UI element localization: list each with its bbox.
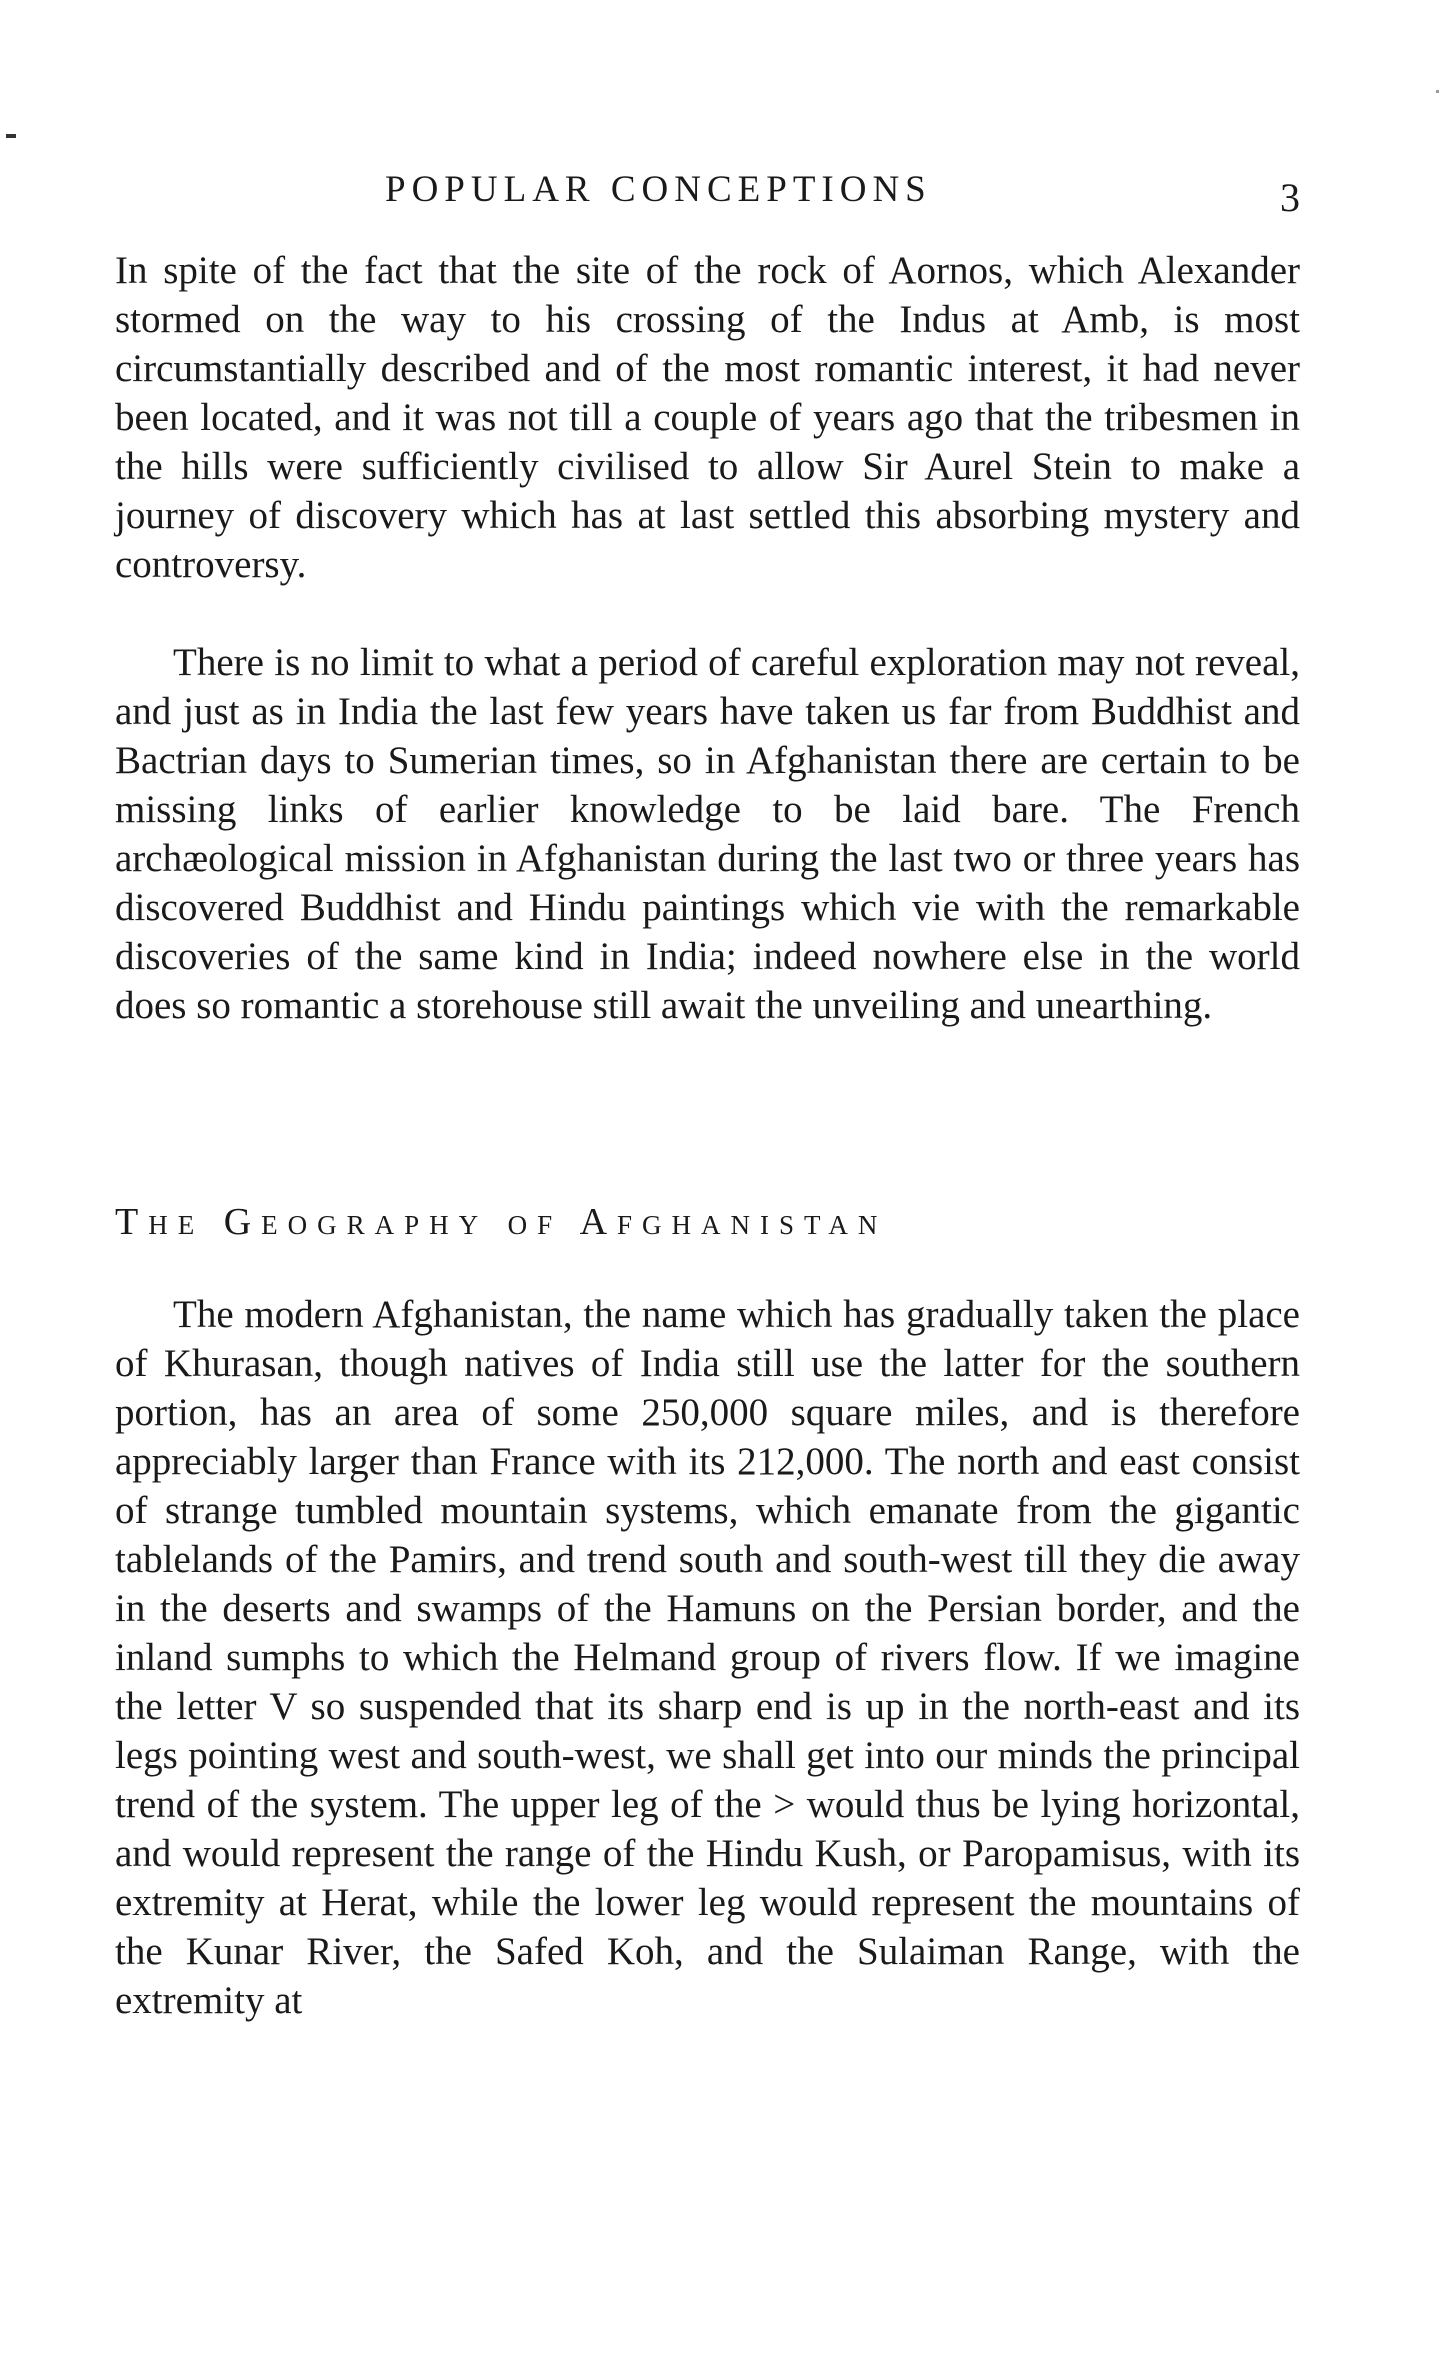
running-head	[115, 168, 1300, 228]
page-number: 3	[1280, 175, 1300, 220]
paragraph-exploration: There is no limit to what a period of careful exploration may not reveal, and just as in India the last few years have taken us far from Buddhist and Bactrian days to Sumerian times, so in Afghanistan there are certain to be missing links of earlier knowledge to be laid bare. The French archæological mission in Afghanistan during the last two or three years has discovered Buddhist and Hindu paintings which vie with the remarkable discoveries of the same kind in India; indeed nowhere else in the world does so romantic a storehouse still await the unveiling and unearthing.	[115, 641, 1300, 1027]
paragraph-geography: The modern Afghanistan, the name which has gradually taken the place of Khurasan, though natives of India still use the latter for the southern portion, has an area of some 250,000 square miles, and is therefore appreciably larger than France with its 212,000. The north and east consist of strange tumbled mountain systems, which emanate from the gigantic tablelands of the Pamirs, and trend south and south-west till they die away in the deserts and swamps of the Hamuns on the Persian border, and the inland sumphs to which the Helmand group of rivers flow. If we imagine the letter V so suspended that its sharp end is up in the north-east and its legs pointing west and south-west, we shall get into our minds the principal trend of the system. The upper leg of the > would thus be lying horizontal, and would represent the range of the Hindu Kush, or Paropamisus, with its extremity at Herat, while the lower leg would represent the mountains of the Kunar River, the Safed Koh, and the Sulaiman Range, with the extremity at	[115, 1293, 1300, 2022]
running-title: POPULAR CONCEPTIONS	[385, 169, 932, 210]
section-heading: The Geography of Afghanistan	[115, 1201, 888, 1243]
scan-mark	[6, 134, 16, 138]
paragraph-aornos: In spite of the fact that the site of the rock of Aornos, which Alexander stormed on the way to his crossing of the Indus at Amb, is most circumstantially described and of the most romantic interest, it had never been located, and it was not till a couple of years ago that the tribesmen in the hills were sufficiently civilised to allow Sir Aurel Stein to make a journey of discovery which has at last settled this absorbing mystery and controversy.	[115, 249, 1300, 586]
scan-speck	[1436, 90, 1439, 93]
